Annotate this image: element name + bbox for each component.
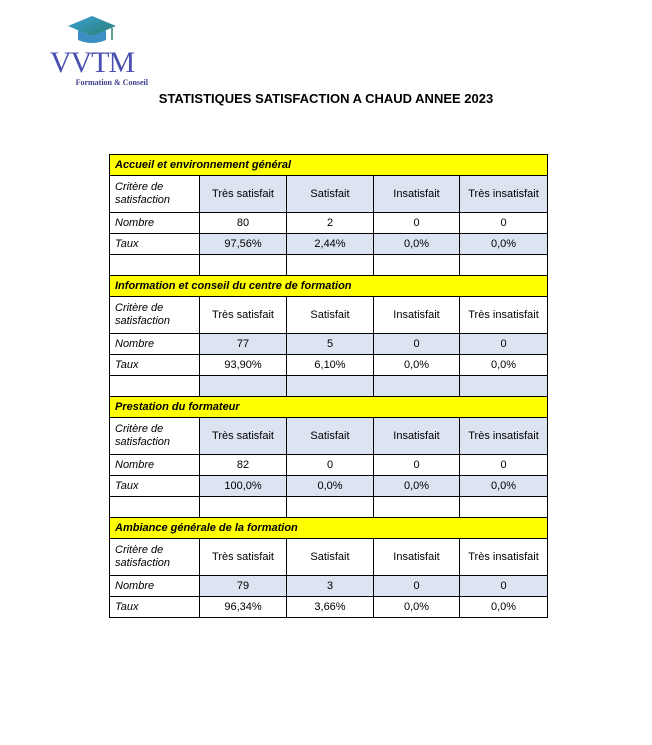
- rate-value: 0,0%: [460, 597, 548, 618]
- rate-row: [110, 234, 548, 255]
- column-header: Satisfait: [287, 539, 374, 576]
- spacer-cell: [200, 376, 287, 397]
- rate-row: [110, 476, 548, 497]
- rate-value: 0,0%: [460, 234, 548, 255]
- count-label: Nombre: [110, 334, 200, 355]
- column-header-row: [110, 539, 548, 576]
- spacer-cell: [110, 497, 200, 518]
- spacer-row: [110, 255, 548, 276]
- section-title: Information et conseil du centre de formation: [110, 276, 548, 297]
- logo-tagline: Formation & Conseil: [75, 78, 148, 87]
- column-header: Très satisfait: [200, 539, 287, 576]
- page-title: STATISTIQUES SATISFACTION A CHAUD ANNEE 2023: [158, 91, 494, 106]
- count-value: 0: [460, 334, 548, 355]
- rate-value: 0,0%: [287, 476, 374, 497]
- count-value: 0: [460, 455, 548, 476]
- spacer-cell: [460, 255, 548, 276]
- count-value: 0: [374, 576, 460, 597]
- count-value: 3: [287, 576, 374, 597]
- column-header: Insatisfait: [374, 297, 460, 334]
- column-header: Satisfait: [287, 418, 374, 455]
- criterion-label: Critère de satisfaction: [110, 539, 200, 576]
- column-header: Satisfait: [287, 176, 374, 213]
- spacer-cell: [200, 497, 287, 518]
- rate-value: 3,66%: [287, 597, 374, 618]
- rate-value: 97,56%: [200, 234, 287, 255]
- count-value: 0: [374, 213, 460, 234]
- spacer-row: [110, 497, 548, 518]
- spacer-cell: [287, 497, 374, 518]
- column-header: Très insatisfait: [460, 418, 548, 455]
- spacer-row: [110, 376, 548, 397]
- rate-value: 2,44%: [287, 234, 374, 255]
- satisfaction-table: [109, 154, 548, 618]
- rate-value: 0,0%: [460, 355, 548, 376]
- rate-row: [110, 597, 548, 618]
- count-value: 77: [200, 334, 287, 355]
- column-header-row: [110, 297, 548, 334]
- count-label: Nombre: [110, 213, 200, 234]
- rate-label: Taux: [110, 597, 200, 618]
- count-value: 80: [200, 213, 287, 234]
- count-value: 0: [460, 576, 548, 597]
- rate-label: Taux: [110, 476, 200, 497]
- count-label: Nombre: [110, 576, 200, 597]
- column-header-row: [110, 418, 548, 455]
- count-row: [110, 334, 548, 355]
- spacer-cell: [460, 376, 548, 397]
- count-value: 82: [200, 455, 287, 476]
- section-title: Ambiance générale de la formation: [110, 518, 548, 539]
- column-header-row: [110, 176, 548, 213]
- rate-label: Taux: [110, 355, 200, 376]
- rate-value: 0,0%: [374, 597, 460, 618]
- count-value: 2: [287, 213, 374, 234]
- column-header: Insatisfait: [374, 176, 460, 213]
- count-value: 0: [374, 455, 460, 476]
- section-header-row: [110, 397, 548, 418]
- criterion-label: Critère de satisfaction: [110, 176, 200, 213]
- count-value: 79: [200, 576, 287, 597]
- rate-label: Taux: [110, 234, 200, 255]
- spacer-cell: [287, 255, 374, 276]
- column-header: Très satisfait: [200, 176, 287, 213]
- column-header: Très insatisfait: [460, 539, 548, 576]
- rate-value: 100,0%: [200, 476, 287, 497]
- column-header: Très insatisfait: [460, 297, 548, 334]
- spacer-cell: [287, 376, 374, 397]
- count-row: [110, 455, 548, 476]
- rate-value: 6,10%: [287, 355, 374, 376]
- count-value: 0: [287, 455, 374, 476]
- column-header: Très satisfait: [200, 418, 287, 455]
- rate-row: [110, 355, 548, 376]
- section-title: Accueil et environnement général: [110, 155, 548, 176]
- section-title: Prestation du formateur: [110, 397, 548, 418]
- rate-value: 96,34%: [200, 597, 287, 618]
- spacer-cell: [374, 497, 460, 518]
- section-header-row: [110, 276, 548, 297]
- column-header: Satisfait: [287, 297, 374, 334]
- spacer-cell: [374, 255, 460, 276]
- column-header: Très insatisfait: [460, 176, 548, 213]
- criterion-label: Critère de satisfaction: [110, 418, 200, 455]
- spacer-cell: [200, 255, 287, 276]
- section-header-row: [110, 518, 548, 539]
- spacer-cell: [110, 255, 200, 276]
- rate-value: 93,90%: [200, 355, 287, 376]
- count-label: Nombre: [110, 455, 200, 476]
- rate-value: 0,0%: [460, 476, 548, 497]
- count-row: [110, 213, 548, 234]
- rate-value: 0,0%: [374, 234, 460, 255]
- spacer-cell: [374, 376, 460, 397]
- count-row: [110, 576, 548, 597]
- count-value: 0: [374, 334, 460, 355]
- criterion-label: Critère de satisfaction: [110, 297, 200, 334]
- count-value: 0: [460, 213, 548, 234]
- spacer-cell: [110, 376, 200, 397]
- logo-name: VVTM: [49, 46, 135, 79]
- column-header: Insatisfait: [374, 418, 460, 455]
- count-value: 5: [287, 334, 374, 355]
- spacer-cell: [460, 497, 548, 518]
- graduation-cap-icon: [36, 14, 148, 50]
- column-header: Insatisfait: [374, 539, 460, 576]
- company-logo: [36, 14, 148, 86]
- column-header: Très satisfait: [200, 297, 287, 334]
- section-header-row: [110, 155, 548, 176]
- rate-value: 0,0%: [374, 355, 460, 376]
- rate-value: 0,0%: [374, 476, 460, 497]
